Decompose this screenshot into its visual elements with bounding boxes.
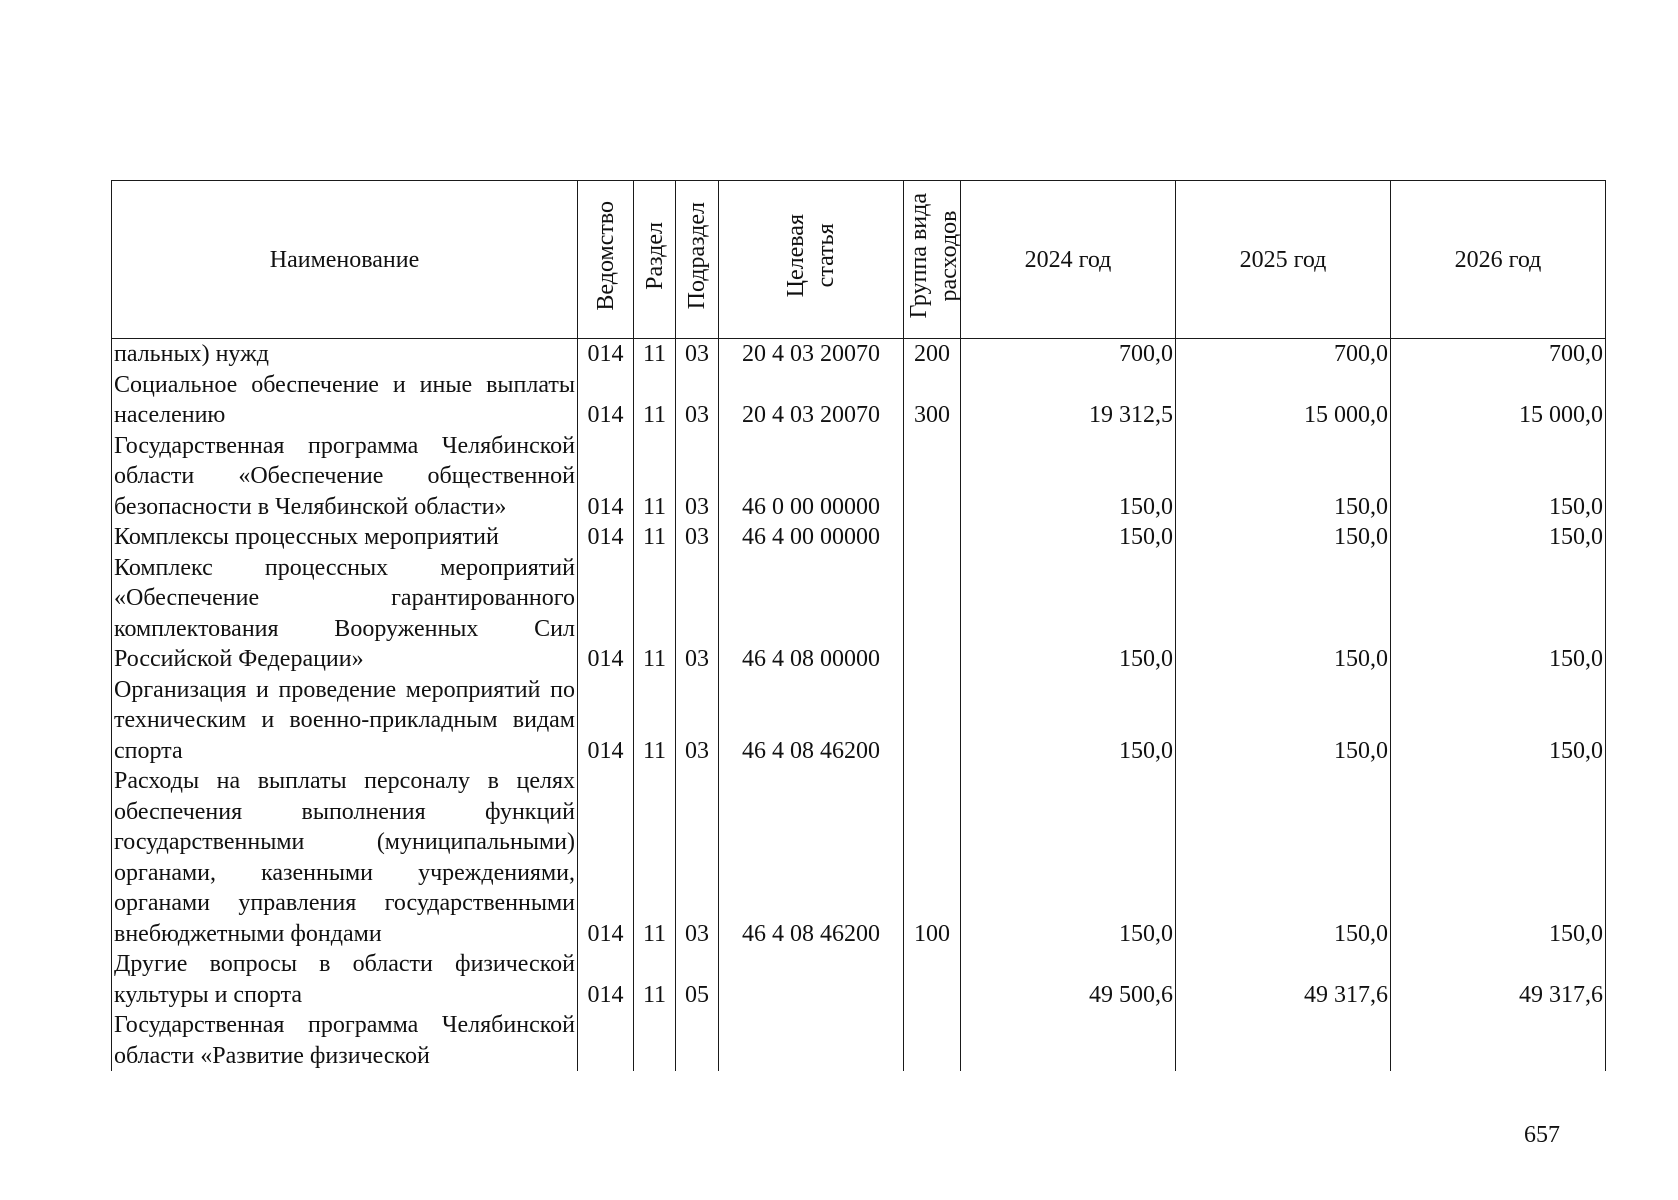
row-department: 014 xyxy=(578,339,634,370)
row-amount-2026: 150,0 xyxy=(1391,675,1606,767)
row-expense-group: 100 xyxy=(904,766,961,949)
table-row xyxy=(112,1010,1606,1071)
row-amount-2026: 150,0 xyxy=(1391,522,1606,553)
row-subsection: 03 xyxy=(676,339,719,370)
row-section xyxy=(634,1010,676,1071)
header-department: Ведомство xyxy=(578,181,634,339)
row-name: Государственная программа Челябинской области «Развитие физической xyxy=(112,1010,578,1071)
table-row xyxy=(112,339,1606,370)
row-amount-2024: 150,0 xyxy=(961,675,1176,767)
header-year-2026: 2026 год xyxy=(1391,181,1606,339)
row-amount-2026: 150,0 xyxy=(1391,431,1606,523)
row-department xyxy=(578,1010,634,1071)
row-expense-group xyxy=(904,675,961,767)
row-name: Другие вопросы в области физической культуры и спорта xyxy=(112,949,578,1010)
row-target-article: 20 4 03 20070 xyxy=(719,370,904,431)
row-amount-2026: 150,0 xyxy=(1391,766,1606,949)
row-name: пальных) нужд xyxy=(112,339,578,370)
row-department: 014 xyxy=(578,553,634,675)
row-department: 014 xyxy=(578,675,634,767)
table-row xyxy=(112,370,1606,431)
row-department: 014 xyxy=(578,431,634,523)
row-department: 014 xyxy=(578,766,634,949)
row-section: 11 xyxy=(634,766,676,949)
row-name: Социальное обеспечение и иные выплаты населению xyxy=(112,370,578,431)
row-amount-2025: 150,0 xyxy=(1176,522,1391,553)
header-year-2024: 2024 год xyxy=(961,181,1176,339)
row-amount-2026: 15 000,0 xyxy=(1391,370,1606,431)
row-section: 11 xyxy=(634,431,676,523)
row-expense-group xyxy=(904,949,961,1010)
page-number: 657 xyxy=(1524,1122,1560,1148)
row-target-article: 20 4 03 20070 xyxy=(719,339,904,370)
row-department: 014 xyxy=(578,949,634,1010)
row-expense-group: 200 xyxy=(904,339,961,370)
row-amount-2026: 700,0 xyxy=(1391,339,1606,370)
header-subsection: Подраздел xyxy=(676,181,719,339)
table-row xyxy=(112,766,1606,949)
row-target-article xyxy=(719,949,904,1010)
table-row xyxy=(112,431,1606,523)
row-amount-2025: 150,0 xyxy=(1176,766,1391,949)
row-target-article: 46 4 08 46200 xyxy=(719,766,904,949)
header-section: Раздел xyxy=(634,181,676,339)
row-amount-2024: 150,0 xyxy=(961,766,1176,949)
row-subsection: 03 xyxy=(676,553,719,675)
row-amount-2024: 150,0 xyxy=(961,553,1176,675)
row-expense-group xyxy=(904,553,961,675)
row-target-article xyxy=(719,1010,904,1071)
row-subsection: 03 xyxy=(676,766,719,949)
row-subsection: 03 xyxy=(676,675,719,767)
row-name: Расходы на выплаты персоналу в целях обеспечения выполнения функций государственными (муниципальными) органами, казенными учреждениями, органами управления государственными внебюджетными фондами xyxy=(112,766,578,949)
row-subsection: 03 xyxy=(676,522,719,553)
row-subsection: 05 xyxy=(676,949,719,1010)
row-expense-group xyxy=(904,1010,961,1071)
row-amount-2025 xyxy=(1176,1010,1391,1071)
row-amount-2025: 15 000,0 xyxy=(1176,370,1391,431)
row-section: 11 xyxy=(634,553,676,675)
row-amount-2026: 49 317,6 xyxy=(1391,949,1606,1010)
row-amount-2025: 150,0 xyxy=(1176,431,1391,523)
row-amount-2026: 150,0 xyxy=(1391,553,1606,675)
row-target-article: 46 4 08 46200 xyxy=(719,675,904,767)
row-subsection xyxy=(676,1010,719,1071)
budget-table xyxy=(111,180,1606,1071)
row-amount-2026 xyxy=(1391,1010,1606,1071)
row-expense-group xyxy=(904,431,961,523)
header-target-article: Целевая статья xyxy=(719,181,904,339)
row-amount-2024: 150,0 xyxy=(961,431,1176,523)
row-name: Комплексы процессных мероприятий xyxy=(112,522,578,553)
row-section: 11 xyxy=(634,370,676,431)
row-expense-group xyxy=(904,522,961,553)
row-name: Комплекс процессных мероприятий «Обеспечение гарантированного комплектования Вооруженных Сил Российской Федерации» xyxy=(112,553,578,675)
row-section: 11 xyxy=(634,522,676,553)
row-amount-2025: 700,0 xyxy=(1176,339,1391,370)
header-name: Наименование xyxy=(112,181,578,339)
row-section: 11 xyxy=(634,339,676,370)
table-row xyxy=(112,675,1606,767)
row-section: 11 xyxy=(634,949,676,1010)
row-subsection: 03 xyxy=(676,431,719,523)
row-amount-2024 xyxy=(961,1010,1176,1071)
table-row xyxy=(112,949,1606,1010)
row-name: Государственная программа Челябинской области «Обеспечение общественной безопасности в Челябинской области» xyxy=(112,431,578,523)
row-amount-2024: 150,0 xyxy=(961,522,1176,553)
row-target-article: 46 4 00 00000 xyxy=(719,522,904,553)
table-header-row xyxy=(112,181,1606,339)
row-section: 11 xyxy=(634,675,676,767)
row-expense-group: 300 xyxy=(904,370,961,431)
row-amount-2025: 49 317,6 xyxy=(1176,949,1391,1010)
row-department: 014 xyxy=(578,522,634,553)
row-target-article: 46 4 08 00000 xyxy=(719,553,904,675)
row-amount-2025: 150,0 xyxy=(1176,553,1391,675)
table-row xyxy=(112,522,1606,553)
row-amount-2024: 19 312,5 xyxy=(961,370,1176,431)
row-amount-2025: 150,0 xyxy=(1176,675,1391,767)
row-target-article: 46 0 00 00000 xyxy=(719,431,904,523)
row-amount-2024: 700,0 xyxy=(961,339,1176,370)
table-row xyxy=(112,553,1606,675)
header-expense-group: Группа вида расходов xyxy=(904,181,961,339)
row-subsection: 03 xyxy=(676,370,719,431)
row-department: 014 xyxy=(578,370,634,431)
header-year-2025: 2025 год xyxy=(1176,181,1391,339)
row-name: Организация и проведение мероприятий по техническим и военно-прикладным видам спорта xyxy=(112,675,578,767)
row-amount-2024: 49 500,6 xyxy=(961,949,1176,1010)
